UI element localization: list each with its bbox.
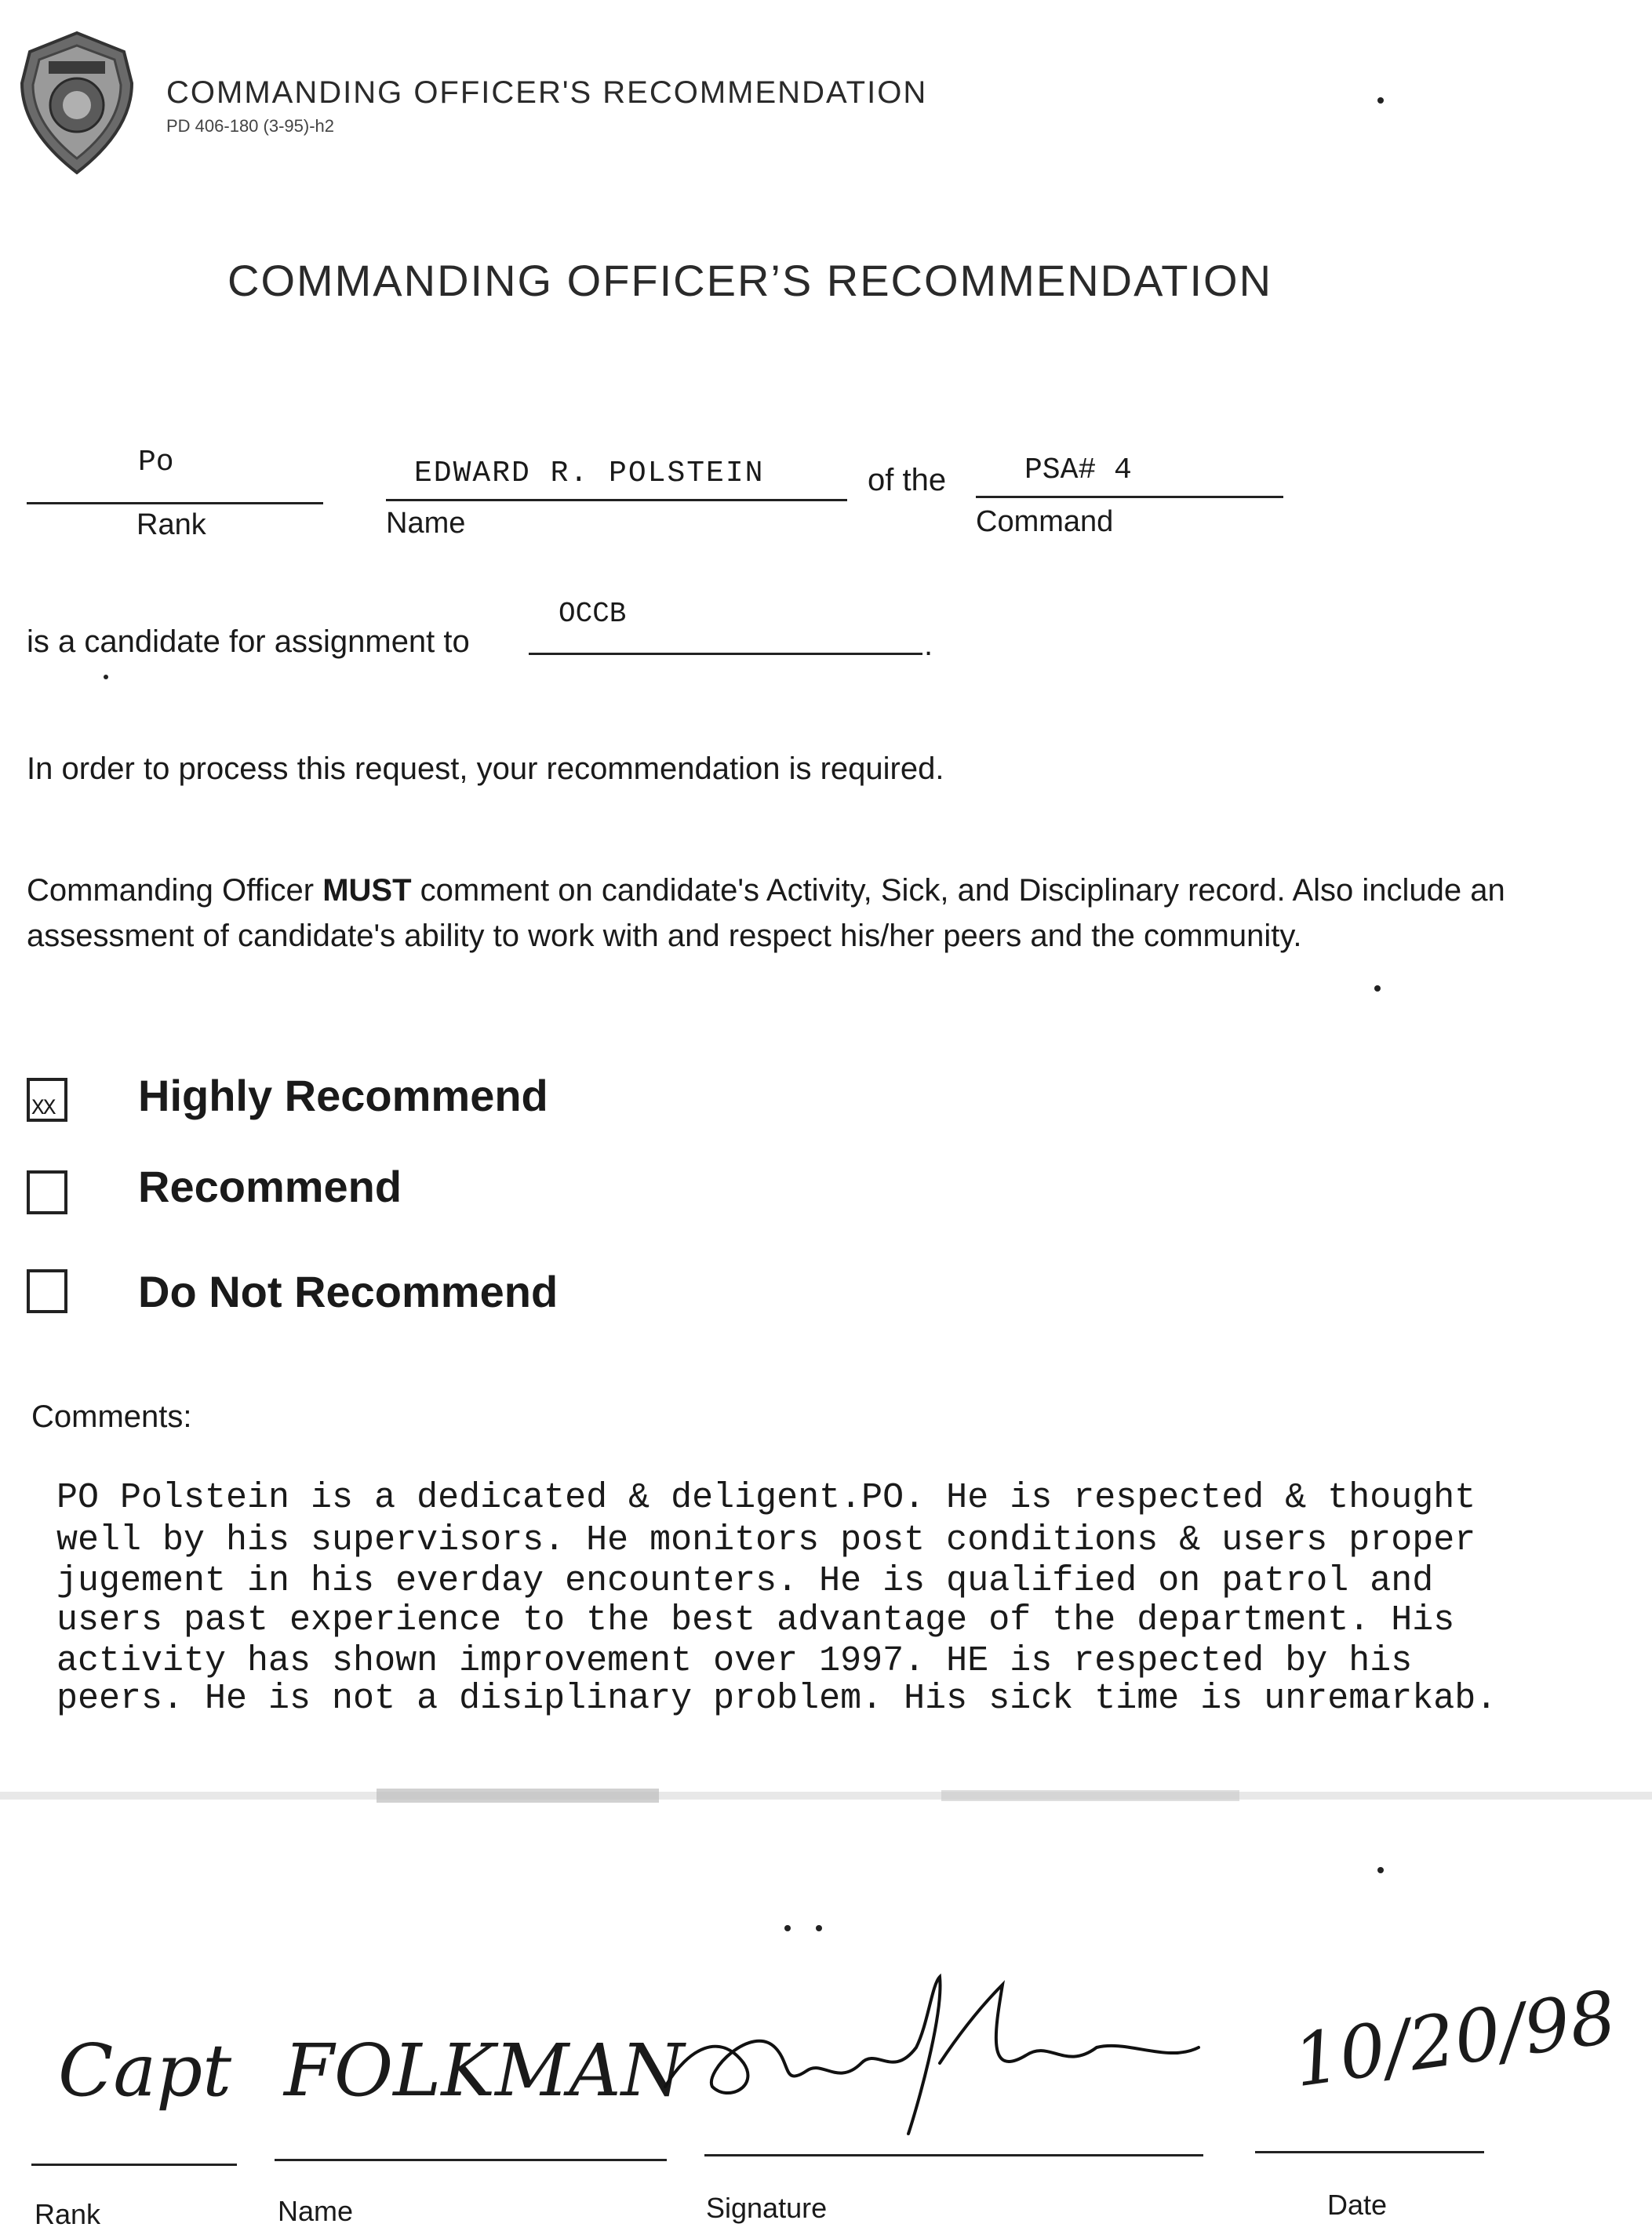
speck [784,1925,791,1931]
name-underline [386,499,847,501]
comment-line: peers. He is not a disiplinary problem. His sick time is unremarkab. [56,1679,1497,1719]
assignment-underline [529,653,922,655]
command-label: Command [976,505,1114,538]
signoff-date[interactable]: 10/20/98 [1288,1974,1621,2104]
of-the-text: of the [868,463,947,497]
signoff-name-underline [275,2159,667,2161]
requirements-prefix: Commanding Officer [27,873,315,908]
comments-label: Comments: [31,1399,192,1434]
comment-line: activity has shown improvement over 1997. HE is respected by his [56,1641,1413,1681]
assignment-field[interactable]: OCCB [559,598,627,630]
police-seal-icon [14,28,140,177]
comment-line: users past experience to the best advantage of the department. His [56,1600,1455,1640]
recommend-label: Recommend [138,1162,402,1211]
assignment-period: . [924,628,933,662]
requirements-must: MUST [322,873,412,908]
signature-image[interactable] [657,1969,1206,2142]
signoff-rank[interactable]: Capt [58,2029,232,2113]
assignment-label: is a candidate for assignment to [27,624,470,659]
signoff-rank-underline [31,2164,237,2166]
rank-field[interactable]: Po [138,446,174,479]
instruction-text: In order to process this request, your recommendation is required. [27,752,944,786]
do-not-recommend-checkbox[interactable] [27,1269,67,1313]
signoff-name-label: Name [278,2195,354,2227]
requirements-rest: comment on candidate's Activity, Sick, and Disciplinary record. Also include an assessment of candidate's ability to work with and respect his/her peers and the community. [27,873,1505,953]
requirements-text [27,868,1517,959]
form-code: PD 406-180 (3-95)-h2 [166,116,335,136]
highly-recommend-label: Highly Recommend [138,1071,548,1120]
rank-label: Rank [136,508,206,541]
signoff-date-underline [1255,2151,1484,2153]
do-not-recommend-label: Do Not Recommend [138,1267,559,1316]
signoff-name[interactable]: FOLKMAN [284,2029,685,2113]
highly-recommend-mark: XX [31,1097,55,1121]
name-label: Name [386,507,466,540]
command-underline [976,496,1283,498]
speck [1377,97,1384,104]
signoff-signature-underline [704,2154,1203,2156]
signoff-rank-label: Rank [35,2198,101,2230]
page-title: COMMANDING OFFICER’S RECOMMENDATION [227,256,1273,305]
comment-line: PO Polstein is a dedicated & deligent.PO. He is respected & thought [56,1478,1476,1518]
comment-line: jugement in his everday encounters. He is qualified on patrol and [56,1561,1434,1601]
scan-noise [0,1781,1652,1812]
signoff-signature-label: Signature [706,2192,828,2224]
speck [1374,985,1381,992]
rank-underline [27,502,323,504]
comment-line: well by his supervisors. He monitors post conditions & users proper [56,1520,1476,1560]
header-title: COMMANDING OFFICER'S RECOMMENDATION [166,75,928,110]
recommend-checkbox[interactable] [27,1170,67,1214]
signoff-date-label: Date [1327,2189,1388,2221]
speck [1377,1867,1384,1873]
speck [816,1925,822,1931]
speck [104,675,108,679]
command-field[interactable]: PSA# 4 [1024,453,1132,487]
name-field[interactable]: EDWARD R. POLSTEIN [414,457,765,490]
